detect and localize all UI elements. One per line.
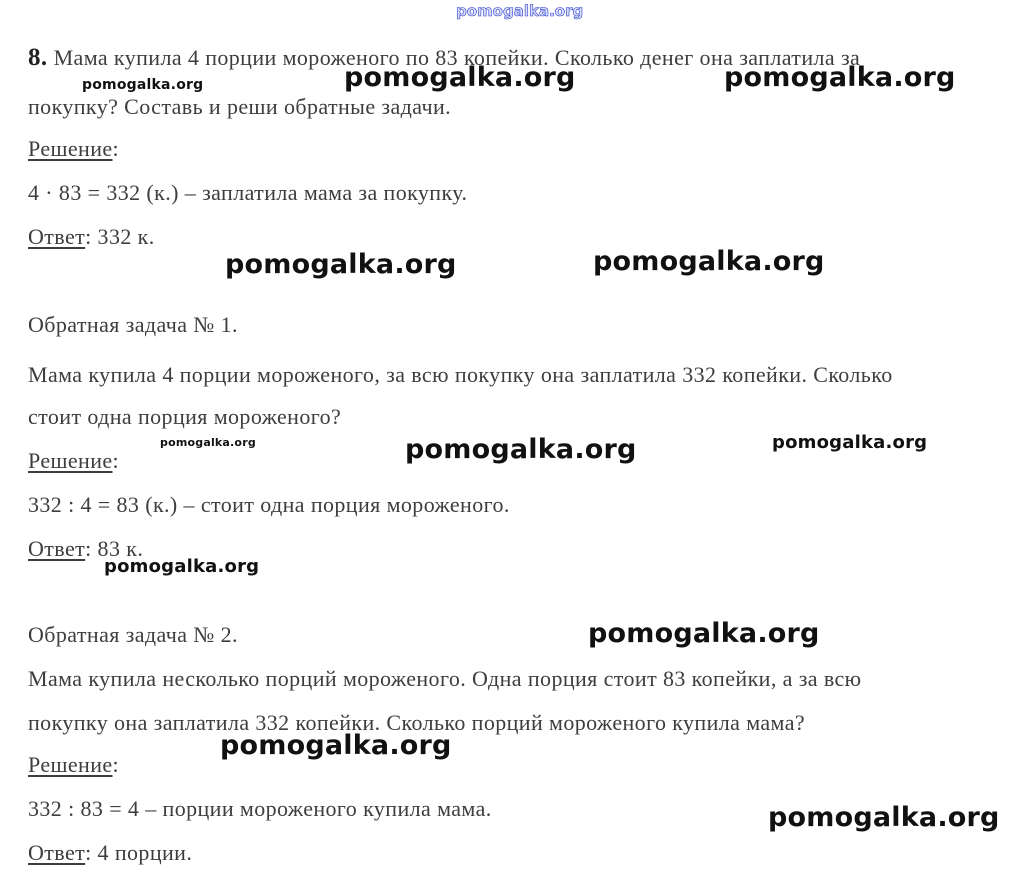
header-watermark: pomogalka.org	[456, 2, 584, 20]
solution-label: Решение	[28, 448, 113, 473]
answer-label: Ответ	[28, 536, 86, 561]
inverse-task-1-title: Обратная задача № 1.	[28, 312, 238, 337]
answer-label: Ответ	[28, 224, 86, 249]
solution-colon: :	[112, 136, 120, 161]
inverse-task-2-expression: 332 : 83 = 4 – порции мороженого купила мама.	[28, 796, 492, 821]
answer-value: : 332 к.	[85, 224, 155, 249]
inverse-task-1-line-1: Мама купила 4 порции мороженого, за всю покупку она заплатила 332 копейки. Сколько	[28, 362, 893, 387]
solution-label: Решение	[28, 136, 113, 161]
solution-label: Решение	[28, 752, 113, 777]
inverse-task-2-line-1: Мама купила несколько порций мороженого. Одна порция стоит 83 копейки, а за всю	[28, 666, 862, 691]
task-line-2: покупку? Составь и реши обратные задачи.	[28, 94, 452, 119]
main-solution-expression: 4 · 83 = 332 (к.) – заплатила мама за покупку.	[28, 180, 468, 205]
inverse-task-1-solution-heading	[28, 448, 119, 474]
watermark: pomogalka.org	[220, 730, 452, 761]
watermark: pomogalka.org	[225, 249, 457, 280]
main-answer	[28, 224, 155, 250]
task-text-1: Мама купила 4 порции мороженого по 83 копейки. Сколько денег она заплатила за	[53, 45, 861, 70]
inverse-task-2-answer	[28, 840, 192, 866]
watermark: pomogalka.org	[344, 62, 576, 93]
answer-value: : 4 порции.	[85, 840, 193, 865]
inverse-task-2-solution-heading	[28, 752, 119, 778]
solution-colon: :	[112, 752, 120, 777]
watermark: pomogalka.org	[724, 62, 956, 93]
watermark: pomogalka.org	[104, 556, 260, 577]
watermark: pomogalka.org	[772, 432, 928, 453]
watermark: pomogalka.org	[160, 436, 256, 449]
inverse-task-1-line-2: стоит одна порция мороженого?	[28, 404, 342, 429]
watermark: pomogalka.org	[593, 246, 825, 277]
inverse-task-2-line-2: покупку она заплатила 332 копейки. Сколько порций мороженого купила мама?	[28, 710, 806, 735]
watermark: pomogalka.org	[82, 77, 204, 93]
answer-label: Ответ	[28, 840, 86, 865]
watermark: pomogalka.org	[405, 434, 637, 465]
main-solution-heading	[28, 136, 119, 162]
inverse-task-1-expression: 332 : 4 = 83 (к.) – стоит одна порция мороженого.	[28, 492, 510, 517]
watermark: pomogalka.org	[768, 802, 1000, 833]
solution-colon: :	[112, 448, 120, 473]
watermark: pomogalka.org	[588, 618, 820, 649]
answer-value: : 83 к.	[85, 536, 144, 561]
inverse-task-2-title: Обратная задача № 2.	[28, 622, 238, 647]
task-number: 8.	[28, 44, 48, 71]
